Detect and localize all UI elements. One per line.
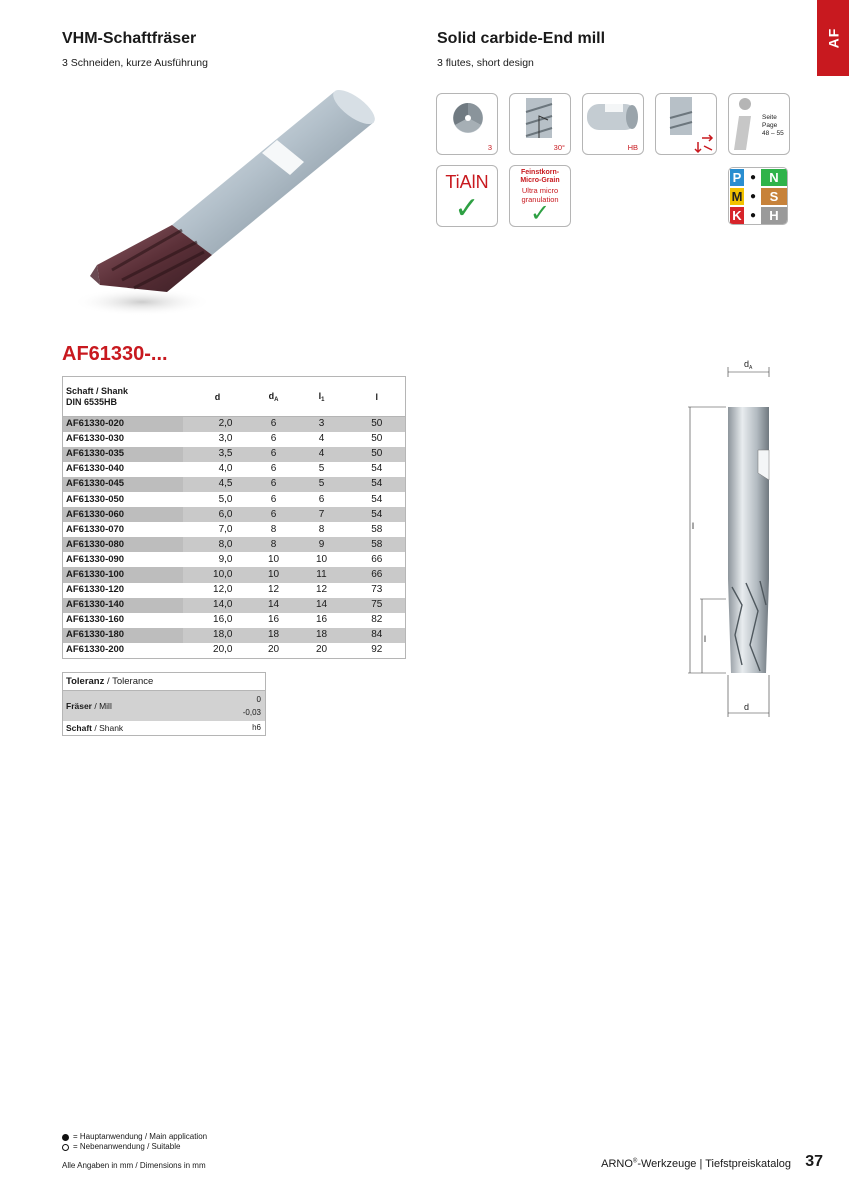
section-tab-label: AF	[824, 27, 841, 49]
cell-code: AF61330-160	[63, 613, 183, 628]
cell-d: 3,0	[183, 432, 253, 447]
dimensions-table	[62, 376, 406, 659]
table-row	[63, 628, 406, 643]
tolerance-mill-upper: 0	[256, 694, 261, 704]
tolerance-mill-lower: -0,03	[242, 707, 261, 717]
cell-l1: 16	[295, 613, 349, 628]
material-row-ms	[729, 187, 787, 206]
material-m: M	[731, 189, 743, 204]
tolerance-shank-label	[63, 721, 211, 736]
tolerance-mill-en: / Mill	[92, 700, 112, 711]
coating-check-icon: ✓	[454, 192, 480, 225]
table-row	[63, 477, 406, 492]
cell-l1: 6	[295, 492, 349, 507]
tolerance-shank-de: Schaft	[66, 722, 92, 733]
end-mill-photo	[72, 80, 392, 330]
col-header-shank	[63, 377, 183, 417]
tolerance-mill-row	[63, 691, 266, 721]
cell-l1: 4	[295, 432, 349, 447]
tolerance-shank-en: / Shank	[91, 722, 124, 733]
footer-brand-a: ARNO	[601, 1158, 633, 1170]
tolerance-header	[63, 673, 266, 691]
table-row	[63, 537, 406, 552]
table-row	[63, 507, 406, 522]
grain-check-icon: ✓	[529, 200, 551, 227]
info-text-2: 48 – 55	[762, 130, 784, 137]
tolerance-table	[62, 672, 266, 736]
cell-l1: 5	[295, 462, 349, 477]
tolerance-mill-value	[210, 691, 265, 721]
cell-l1: 8	[295, 522, 349, 537]
cell-da: 20	[253, 643, 295, 658]
table-row	[63, 447, 406, 462]
cell-code: AF61330-020	[63, 417, 183, 432]
legend-main-text: = Hauptanwendung / Main application	[73, 1132, 208, 1141]
product-subtitle-en: 3 flutes, short design	[437, 57, 534, 69]
cell-l1: 4	[295, 447, 349, 462]
tolerance-mill-de: Fräser	[66, 700, 92, 711]
cell-l1: 5	[295, 477, 349, 492]
cell-l: 75	[349, 598, 406, 613]
info-text-1: Seite Page	[762, 114, 778, 129]
cell-da: 10	[253, 552, 295, 567]
cell-l: 50	[349, 432, 406, 447]
col-header-l1-label: l	[318, 390, 322, 401]
helix-caption: 30°	[553, 143, 565, 152]
product-title-en: Solid carbide-End mill	[437, 30, 606, 47]
cell-da: 6	[253, 507, 295, 522]
col-header-l: l	[349, 377, 406, 417]
legend-main-application	[62, 1132, 207, 1142]
cell-code: AF61330-180	[63, 628, 183, 643]
tolerance-header-en: / Tolerance	[104, 676, 154, 687]
tolerance-shank-row	[63, 721, 266, 736]
technical-drawing	[680, 355, 780, 725]
dimensions-note: Alle Angaben in mm / Dimensions in mm	[62, 1161, 206, 1170]
cell-l1: 12	[295, 583, 349, 598]
drawing-label-d: d	[744, 702, 750, 712]
material-s: S	[761, 188, 787, 205]
cell-l: 58	[349, 537, 406, 552]
cell-da: 10	[253, 567, 295, 582]
col-header-da-sub: A	[274, 396, 279, 403]
cell-l: 50	[349, 417, 406, 432]
material-p-dot: ●	[749, 172, 757, 183]
col-header-d: d	[183, 377, 253, 417]
product-title-de: VHM-Schaftfräser	[62, 30, 197, 47]
drawing-label-l: l	[692, 521, 694, 531]
tolerance-mill-label	[63, 691, 211, 721]
coating-icon-box	[436, 165, 498, 227]
cell-code: AF61330-090	[63, 552, 183, 567]
material-m-dot: ●	[749, 191, 757, 202]
grain-title	[510, 169, 570, 185]
material-k: K	[730, 207, 744, 224]
cell-l: 84	[349, 628, 406, 643]
table-body	[63, 417, 406, 659]
cell-l1: 20	[295, 643, 349, 658]
cell-l: 54	[349, 492, 406, 507]
cell-d: 12,0	[183, 583, 253, 598]
cell-code: AF61330-035	[63, 447, 183, 462]
col-header-l1	[295, 377, 349, 417]
cell-d: 5,0	[183, 492, 253, 507]
table-row	[63, 432, 406, 447]
product-code-heading: AF61330-...	[62, 343, 168, 365]
footer-brand-b: -Werkzeuge | Tiefstpreiskatalog	[637, 1158, 791, 1170]
cell-l1: 10	[295, 552, 349, 567]
table-row	[63, 598, 406, 613]
table-row	[63, 417, 406, 432]
col-header-shank-2: DIN 6535HB	[66, 396, 118, 407]
cell-l: 92	[349, 643, 406, 658]
cell-d: 9,0	[183, 552, 253, 567]
plunge-direction-icon	[656, 94, 717, 155]
cell-d: 14,0	[183, 598, 253, 613]
tolerance-header-de: Toleranz	[66, 676, 105, 687]
col-header-l1-sub: 1	[321, 396, 325, 403]
table-row	[63, 522, 406, 537]
cell-l: 66	[349, 552, 406, 567]
cell-l: 58	[349, 522, 406, 537]
cell-da: 6	[253, 432, 295, 447]
legend-suitable	[62, 1142, 207, 1152]
cell-d: 2,0	[183, 417, 253, 432]
table-row	[63, 567, 406, 582]
cell-da: 6	[253, 492, 295, 507]
cell-d: 7,0	[183, 522, 253, 537]
cell-da: 6	[253, 447, 295, 462]
cell-l1: 9	[295, 537, 349, 552]
cell-da: 18	[253, 628, 295, 643]
table-row	[63, 552, 406, 567]
material-k-dot: ●	[749, 210, 757, 221]
table-row	[63, 613, 406, 628]
grain-title-1: Feinstkorn-	[520, 169, 560, 176]
shank-icon-box	[582, 93, 644, 155]
material-n: N	[761, 169, 787, 186]
cell-code: AF61330-045	[63, 477, 183, 492]
cell-l: 50	[349, 447, 406, 462]
cell-da: 16	[253, 613, 295, 628]
drawing-label-l1: l	[704, 634, 706, 644]
cell-l: 82	[349, 613, 406, 628]
cell-l: 73	[349, 583, 406, 598]
drawing-label-da: $d_A$	[744, 359, 753, 371]
material-suitability-grid	[728, 167, 788, 225]
cell-code: AF61330-100	[63, 567, 183, 582]
col-header-da-label: d	[268, 390, 275, 401]
cell-da: 6	[253, 477, 295, 492]
cell-l: 54	[349, 477, 406, 492]
col-header-da	[253, 377, 295, 417]
legend-suitable-text: = Nebenanwendung / Suitable	[73, 1142, 181, 1151]
cell-da: 6	[253, 417, 295, 432]
footer-brand-reg: ®	[632, 1158, 638, 1165]
col-header-shank-1: Schaft / Shank	[66, 385, 129, 396]
cell-l: 54	[349, 462, 406, 477]
page-number: 37	[805, 1153, 823, 1170]
product-subtitle-de: 3 Schneiden, kurze Ausführung	[62, 57, 208, 69]
cell-d: 6,0	[183, 507, 253, 522]
cell-code: AF61330-040	[63, 462, 183, 477]
cell-d: 8,0	[183, 537, 253, 552]
flutes-caption: 3	[487, 143, 492, 152]
cell-l1: 11	[295, 567, 349, 582]
footer-brand	[601, 1158, 791, 1170]
cell-code: AF61330-140	[63, 598, 183, 613]
table-row	[63, 462, 406, 477]
cell-code: AF61330-030	[63, 432, 183, 447]
section-tab	[817, 0, 849, 76]
grain-title-2: Micro-Grain	[520, 177, 560, 184]
coating-label: TiAlN	[445, 172, 489, 192]
cell-d: 10,0	[183, 567, 253, 582]
material-p: P	[730, 169, 744, 186]
tolerance-shank-value: h6	[252, 723, 261, 733]
material-row-pn	[729, 168, 787, 187]
cell-d: 4,0	[183, 462, 253, 477]
cell-l: 66	[349, 567, 406, 582]
table-row	[63, 492, 406, 507]
cell-l1: 7	[295, 507, 349, 522]
table-row	[63, 583, 406, 598]
cell-da: 8	[253, 537, 295, 552]
cell-code: AF61330-080	[63, 537, 183, 552]
cell-d: 18,0	[183, 628, 253, 643]
cell-l1: 18	[295, 628, 349, 643]
cell-da: 8	[253, 522, 295, 537]
info-icon-box[interactable]	[728, 93, 790, 155]
cell-code: AF61330-050	[63, 492, 183, 507]
cell-da: 14	[253, 598, 295, 613]
cell-l1: 3	[295, 417, 349, 432]
cell-code: AF61330-060	[63, 507, 183, 522]
cell-code: AF61330-200	[63, 643, 183, 658]
tolerance-header-row	[63, 673, 266, 691]
grain-sub-2: granulation	[521, 195, 559, 204]
info-reference	[762, 114, 789, 138]
cell-d: 3,5	[183, 447, 253, 462]
cell-l1: 14	[295, 598, 349, 613]
cell-l: 54	[349, 507, 406, 522]
material-h: H	[761, 207, 787, 224]
cell-code: AF61330-120	[63, 583, 183, 598]
cell-d: 4,5	[183, 477, 253, 492]
grain-icon-box	[509, 165, 571, 227]
plunge-icon-box	[655, 93, 717, 155]
cell-da: 6	[253, 462, 295, 477]
flutes-icon-box	[436, 93, 498, 155]
table-row	[63, 643, 406, 658]
material-row-kh	[729, 206, 787, 225]
cell-code: AF61330-070	[63, 522, 183, 537]
application-legend	[62, 1132, 207, 1152]
cell-d: 16,0	[183, 613, 253, 628]
grain-sub-1: Ultra micro	[521, 186, 559, 195]
table-header-row	[63, 377, 406, 417]
open-dot-icon	[62, 1144, 69, 1151]
shank-caption: HB	[627, 143, 638, 152]
cell-da: 12	[253, 583, 295, 598]
cell-d: 20,0	[183, 643, 253, 658]
filled-dot-icon	[62, 1134, 69, 1141]
helix-icon-box	[509, 93, 571, 155]
